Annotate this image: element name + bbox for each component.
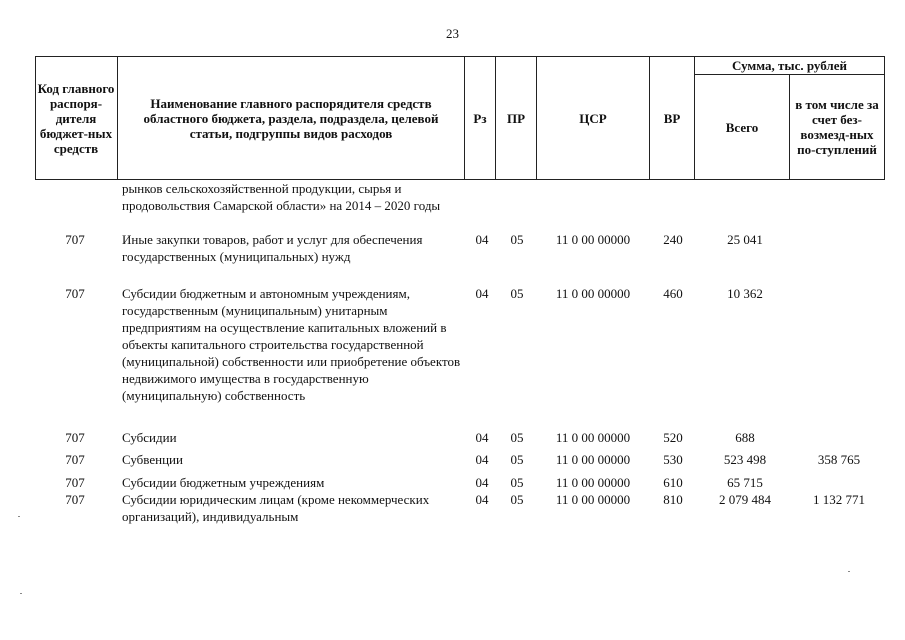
row-free: 1 132 771 — [813, 492, 865, 507]
row-vr: 610 — [663, 475, 683, 490]
row-pr: 05 — [510, 286, 524, 301]
row-code: 707 — [65, 232, 85, 247]
row-csr: 11 0 00 00000 — [555, 286, 631, 301]
header-free: в том числе за счет без-возмезд-ных по-ступлений — [795, 97, 879, 157]
row-csr: 11 0 00 00000 — [555, 475, 631, 490]
row-vr: 240 — [663, 232, 683, 247]
row-total: 688 — [735, 430, 755, 445]
row-vr: 460 — [663, 286, 683, 301]
header-code: Код главного распоря-дителя бюджет-ных средств — [37, 80, 115, 156]
row-vr: 530 — [663, 452, 683, 467]
row-total: 2 079 484 — [719, 492, 771, 507]
row-rz: 04 — [475, 286, 489, 301]
row-pr: 05 — [510, 475, 524, 490]
row-vr: 520 — [663, 430, 683, 445]
row-csr: 11 0 00 00000 — [555, 452, 631, 467]
row-name: Иные закупки товаров, работ и услуг для обеспечения государственных (муниципальных) нужд — [122, 232, 423, 264]
row-name: Субсидии бюджетным и автономным учреждениям, государственным (муниципальным) унитарным предприятиям на осуществление капитальных вложений в объекты капитального строительства государственной (муниципальной) собственности или приобретение объектов недвижимого имущества в государственную (муниципальную) собственность — [122, 286, 461, 403]
header-vline — [117, 56, 118, 180]
page-number: 23 — [446, 26, 459, 41]
row-free: 358 765 — [817, 452, 861, 467]
row-name: Субсидии юридическим лицам (кроме некоммерческих организаций), индивидуальным — [122, 492, 430, 524]
scan-speck — [18, 516, 20, 517]
header-sum: Сумма, тыс. рублей — [732, 58, 847, 73]
scan-speck — [848, 571, 850, 572]
row-pr: 05 — [510, 430, 524, 445]
row-code: 707 — [65, 492, 85, 507]
continuation-text: рынков сельскохозяйственной продукции, сырья и продовольствия Самарской области» на 2014 – 2020 годы — [122, 181, 441, 213]
row-rz: 04 — [475, 475, 489, 490]
header-rz: Рз — [473, 110, 487, 126]
row-pr: 05 — [510, 232, 524, 247]
row-code: 707 — [65, 430, 85, 445]
row-name: Субвенции — [122, 452, 183, 467]
row-rz: 04 — [475, 492, 489, 507]
header-pr: ПР — [506, 110, 526, 126]
row-csr: 11 0 00 00000 — [555, 492, 631, 507]
row-pr: 05 — [510, 492, 524, 507]
scan-speck — [20, 593, 22, 594]
table-header — [35, 56, 885, 180]
header-vr: ВР — [663, 110, 681, 126]
header-total: Всего — [725, 119, 759, 135]
row-total: 10 362 — [727, 286, 763, 301]
row-vr: 810 — [663, 492, 683, 507]
row-rz: 04 — [475, 232, 489, 247]
row-name: Субсидии — [122, 430, 177, 445]
row-rz: 04 — [475, 452, 489, 467]
row-code: 707 — [65, 475, 85, 490]
header-vline — [884, 56, 885, 180]
row-total: 65 715 — [727, 475, 763, 490]
row-code: 707 — [65, 286, 85, 301]
row-csr: 11 0 00 00000 — [555, 430, 631, 445]
row-total: 523 498 — [723, 452, 767, 467]
row-rz: 04 — [475, 430, 489, 445]
row-pr: 05 — [510, 452, 524, 467]
row-name: Субсидии бюджетным учреждениям — [122, 475, 325, 490]
row-csr: 11 0 00 00000 — [555, 232, 631, 247]
row-code: 707 — [65, 452, 85, 467]
row-total: 25 041 — [727, 232, 763, 247]
header-name: Наименование главного распорядителя средств областного бюджета, раздела, подраздела, целевой статьи, подгруппы видов расходов — [143, 95, 439, 141]
header-csr: ЦСР — [579, 110, 607, 126]
